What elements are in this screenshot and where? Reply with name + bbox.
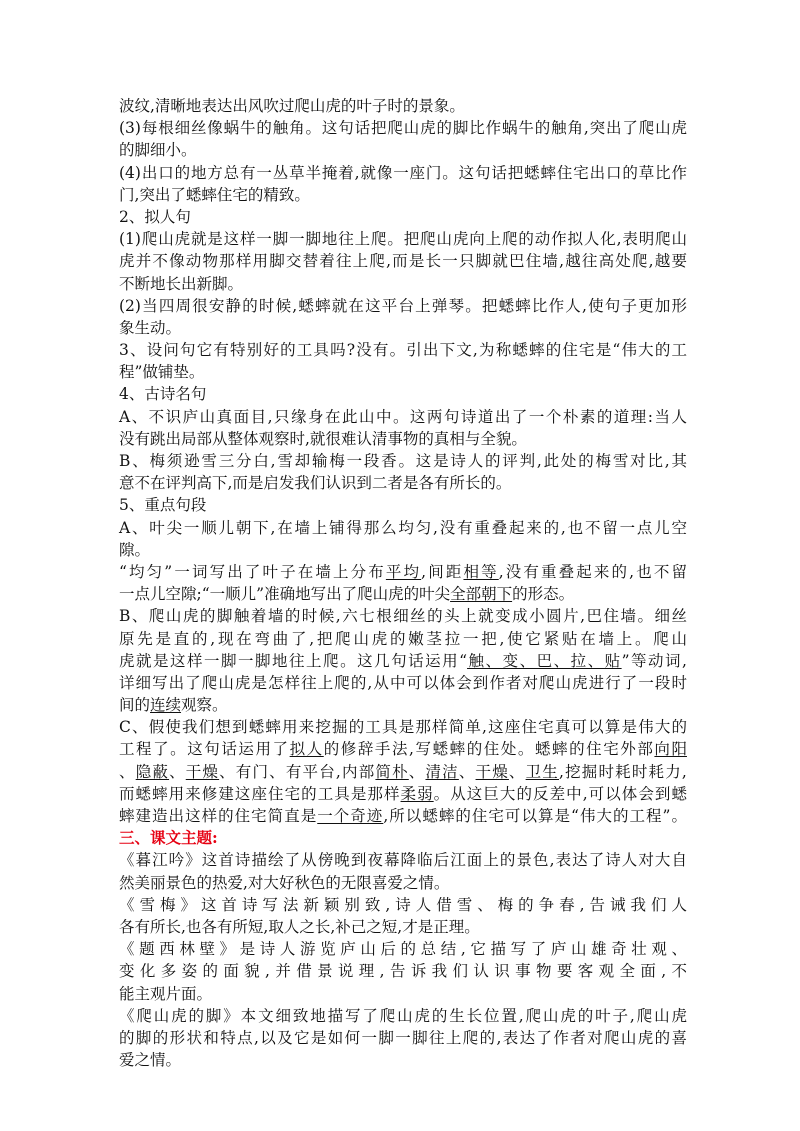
text-line: 《暮江吟》这首诗描绘了从傍晚到夜幕降临后江面上的景色,表达了诗人对大自 [119,851,687,870]
text-line [119,761,687,783]
underlined-keyword: 一个奇迹 [317,807,384,825]
section-title-theme: 三、课文主题: [119,828,218,848]
text-segment: 、 [119,762,136,781]
text-line: 象生动。 [119,318,182,337]
text-line [119,694,687,716]
underlined-keyword: 卫生 [525,762,559,781]
text-line [119,783,687,805]
underlined-keyword: 全部朝下 [450,585,513,604]
text-segment: 而蟋蟀用来修建这座住宅的工具是那样 [119,784,401,803]
underlined-keyword: 干燥 [475,762,509,781]
text-line: A、不识庐山真面目,只缘身在此山中。这两句诗道出了一个朴素的道理:当人 [119,407,687,426]
underlined-keyword: 简朴 [375,762,409,781]
text-line: 3、设问句它有特别好的工具吗?没有。引出下文,为称蟋蟀的住宅是“伟大的工 [119,341,687,360]
text-segment: 、 [508,762,526,781]
underlined-keyword: 平均 [385,562,422,581]
text-segment: 蟀建造出这样的住宅简直是 [119,807,318,825]
text-line [119,650,687,672]
text-line: 的脚的形状和特点,以及它是如何一脚一脚往上爬的,表达了作者对爬山虎的喜 [119,1028,687,1047]
text-segment: ,所以蟋蟀的住宅可以算是“伟大的工程”。 [383,807,687,825]
underlined-keyword: 清洁 [425,762,459,781]
text-segment: 的形态。 [512,585,575,604]
text-line: 门,突出了蟋蟀住宅的精致。 [119,185,310,204]
text-line: 详细写出了爬山虎是怎样往上爬的,从中可以体会到作者对爬山虎进行了一段时 [119,673,687,692]
text-line: 波纹,清晰地表达出风吹过爬山虎的叶子时的景象。 [119,97,465,115]
text-line: (4)出口的地方总有一丛草半掩着,就像一座门。这句话把蟋蟀住宅出口的草比作 [119,163,687,182]
text-line [119,583,687,605]
text-line: C、假使我们想到蟋蟀用来挖掘的工具是那样简单,这座住宅真可以算是伟大的 [119,718,687,737]
text-segment: ,间距 [421,562,464,581]
text-line: 然美丽景色的热爱,对大好秋色的无限喜爱之情。 [119,873,450,892]
text-line: 爱之情。 [119,1051,182,1070]
underlined-keyword: 干燥 [185,762,220,781]
text-line: 各有所长,也各有所短,取人之长,补己之短,才是正理。 [119,917,480,936]
text-segment: 、有门、有平台,内部 [219,762,376,781]
text-line: B、梅须逊雪三分白,雪却输梅一段香。这是诗人的评判,此处的梅雪对比,其 [119,452,687,470]
underlined-keyword: 连续 [150,696,182,715]
text-segment: 、 [169,762,186,781]
text-line: 不断地长出新脚。 [119,274,244,293]
text-segment: 一点儿空隙;“一顺儿”准确地写出了爬山虎的叶尖 [119,585,451,604]
section-heading: 4、古诗名句 [119,385,207,404]
text-line: 程”做铺垫。 [119,363,205,382]
text-line [119,738,687,760]
text-line: 《雪梅》这首诗写法新颖别致,诗人借雪、梅的争春,告诫我们人 [119,895,687,914]
text-segment: 观察。 [181,696,228,715]
text-line: 原先是直的,现在弯曲了,把爬山虎的嫩茎拉一把,使它紧贴在墙上。爬山 [119,629,687,648]
section-heading: 5、重点句段 [119,496,207,515]
underlined-keyword: 拟人 [289,740,324,759]
text-segment: 的修辞手法,写蟋蟀的住处。蟋蟀的住宅外部 [323,740,655,759]
underlined-keyword: 柔弱 [400,784,434,803]
text-line: (2)当四周很安静的时候,蟋蟀就在这平台上弹琴。把蟋蟀比作人,使句子更加形 [119,296,687,315]
text-segment: 。从这巨大的反差中,可以体会到蟋 [433,784,687,803]
text-segment: ”等动词, [621,651,687,670]
text-line: 虎并不像动物那样用脚交替着往上爬,而是长一只脚就巴住墙,越往高处爬,越要 [119,252,687,271]
text-segment: 、 [458,762,476,781]
text-line: 《爬山虎的脚》本文细致地描写了爬山虎的生长位置,爬山虎的叶子,爬山虎 [119,1006,687,1025]
text-line [119,561,687,583]
text-line: (1)爬山虎就是这样一脚一脚地往上爬。把爬山虎向上爬的动作拟人化,表明爬山 [119,230,687,249]
text-line: 变化多姿的面貌,并借景说理,告诉我们认识事物要客观全面,不 [119,962,687,981]
text-segment: “均匀”一词写出了叶子在墙上分布 [119,562,386,581]
text-segment: ,挖掘时耗时耗力, [558,762,687,781]
text-line: (3)每根细丝像蜗牛的触角。这句话把爬山虎的脚比作蜗牛的触角,突出了爬山虎 [119,119,687,138]
text-segment: 、 [408,762,426,781]
text-line: 隙。 [119,540,151,559]
document-page [119,95,687,1071]
section-heading: 2、拟人句 [119,207,191,226]
text-line: 《题西林壁》是诗人游览庐山后的总结,它描写了庐山雄奇壮观、 [119,940,687,959]
text-segment: 虎就是这样一脚一脚地往上爬。这几句话运用“ [119,651,468,670]
text-line: 没有跳出局部从整体观察时,就很难认清事物的真相与全貌。 [119,429,527,448]
text-line: 能主观片面。 [119,984,213,1003]
text-line: 的脚细小。 [119,141,197,160]
text-line: B、爬山虎的脚触着墙的时候,六七根细丝的头上就变成小圆片,巴住墙。细丝 [119,607,687,626]
underlined-keyword: 向阳 [654,740,687,759]
text-segment: 工程了。这句话运用了 [119,740,290,759]
text-segment: ,没有重叠起来的,也不留 [498,562,687,581]
underlined-keyword: 相等 [463,562,499,581]
text-segment: 间的 [119,696,151,715]
text-line: 意不在评判高下,而是启发我们认识到二者是各有所长的。 [119,474,512,493]
text-line [119,805,687,827]
underlined-keyword: 隐蔽 [135,762,170,781]
text-line: A、叶尖一顺儿朝下,在墙上铺得那么均匀,没有重叠起来的,也不留一点儿空 [119,518,687,537]
underlined-keyword: 触、变、巴、拉、贴 [467,651,622,670]
